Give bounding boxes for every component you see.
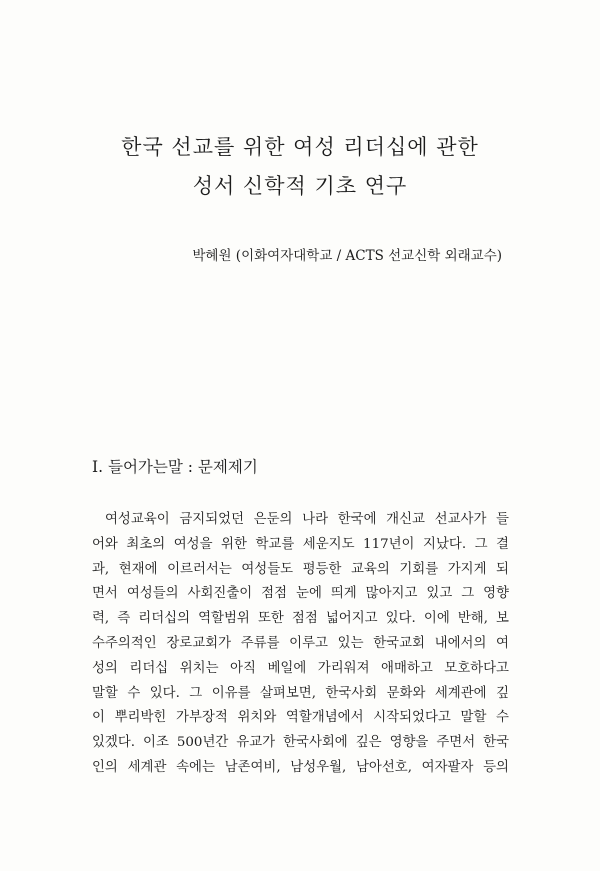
- body-line: 과, 현재에 이르러서는 여성들도 평등한 교육의 기회를 가지게 되: [92, 561, 509, 577]
- author-affiliation: 박혜원 (이화여자대학교 / ACTS 선교신학 외래교수): [192, 248, 502, 264]
- body-line: 있겠다. 이조 500년간 유교가 한국사회에 깊은 영향을 주면서 한국: [92, 735, 509, 751]
- section-heading: I. 들어가는말 : 문제제기: [92, 458, 258, 476]
- body-paragraph: [92, 508, 509, 781]
- body-line: 말할 수 있다. 그 이유를 살펴보면, 한국사회 문화와 세계관에 깊: [92, 685, 509, 701]
- body-line: 이 뿌리박힌 가부장적 위치와 역할개념에서 시작되었다고 말할 수: [92, 710, 509, 726]
- body-line: 수주의적인 장로교회가 주류를 이루고 있는 한국교회 내에서의 여: [92, 635, 509, 651]
- body-line: 어와 최초의 여성을 위한 학교를 세운지도 117년이 지났다. 그 결: [92, 536, 509, 552]
- body-line: 면서 여성들의 사회진출이 점점 눈에 띄게 많아지고 있고 그 영향: [92, 586, 509, 602]
- body-line: 인의 세계관 속에는 남존여비, 남성우월, 남아선호, 여자팔자 등의: [92, 759, 509, 775]
- body-line: 여성교육이 금지되었던 은둔의 나라 한국에 개신교 선교사가 들: [105, 512, 509, 527]
- title-line-1: 한국 선교를 위한 여성 리더십에 관한: [121, 135, 479, 159]
- title-line-2: 성서 신학적 기초 연구: [192, 174, 408, 198]
- body-line: 성의 리더십 위치는 아직 베일에 가리워져 애매하고 모호하다고: [92, 660, 509, 676]
- body-line: 력, 즉 리더십의 역할범위 또한 점점 넓어지고 있다. 이에 반해, 보: [92, 611, 509, 627]
